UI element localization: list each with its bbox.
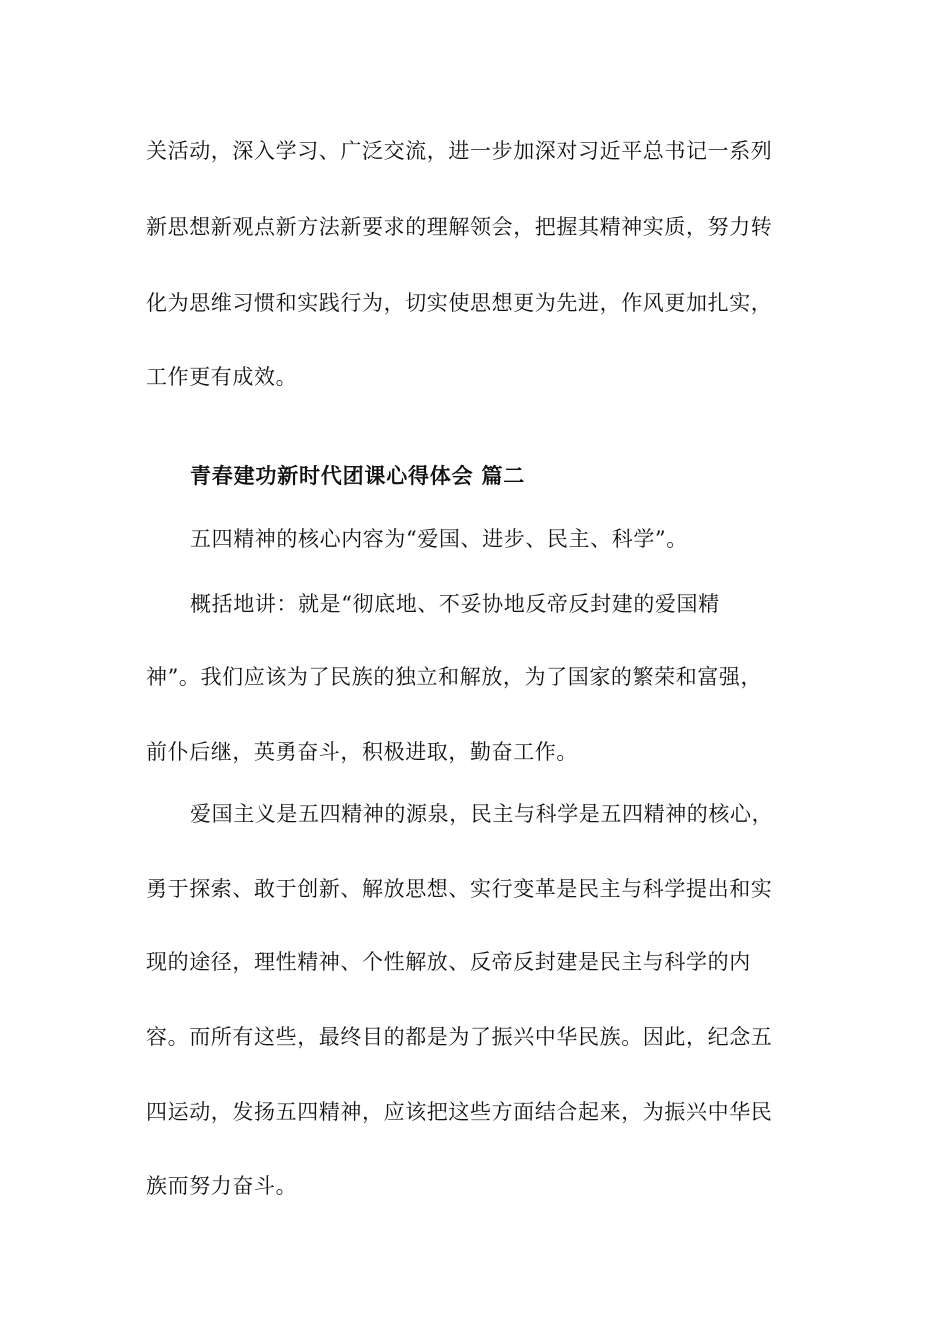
paragraph-3-line-6: 族而努力奋斗。 (146, 1174, 298, 1198)
paragraph-3-line-2: 勇于探索、敢于创新、解放思想、实行变革是民主与科学提出和实 (146, 877, 773, 901)
paragraph-3-line-5: 四运动，发扬五四精神，应该把这些方面结合起来，为振兴中华民 (146, 1100, 773, 1124)
paragraph-intro-line-2: 新思想新观点新方法新要求的理解领会，把握其精神实质，努力转 (146, 215, 773, 239)
paragraph-2-line-1: 概括地讲：就是“彻底地、不妥协地反帝反封建的爱国精 (190, 592, 720, 616)
section-heading: 青春建功新时代团课心得体会 篇二 (190, 463, 526, 488)
paragraph-3-line-4: 容。而所有这些，最终目的都是为了振兴中华民族。因此，纪念五 (146, 1025, 773, 1049)
paragraph-intro-line-1: 关活动，深入学习、广泛交流，进一步加深对习近平总书记一系列 (146, 139, 773, 163)
paragraph-2-line-2: 神”。我们应该为了民族的独立和解放，为了国家的繁荣和富强， (146, 665, 763, 689)
paragraph-intro-line-3: 化为思维习惯和实践行为，切实使思想更为先进，作风更加扎实， (146, 291, 773, 315)
paragraph-3-line-1: 爱国主义是五四精神的源泉，民主与科学是五四精神的核心， (190, 802, 774, 826)
paragraph-3-line-3: 现的途径，理性精神、个性解放、反帝反封建是民主与科学的内 (146, 950, 751, 974)
paragraph-intro-line-4: 工作更有成效。 (146, 365, 298, 389)
paragraph-1: 五四精神的核心内容为“爱国、进步、民主、科学”。 (190, 527, 688, 551)
paragraph-2-line-3: 前仆后继，英勇奋斗，积极进取，勤奋工作。 (146, 740, 578, 764)
